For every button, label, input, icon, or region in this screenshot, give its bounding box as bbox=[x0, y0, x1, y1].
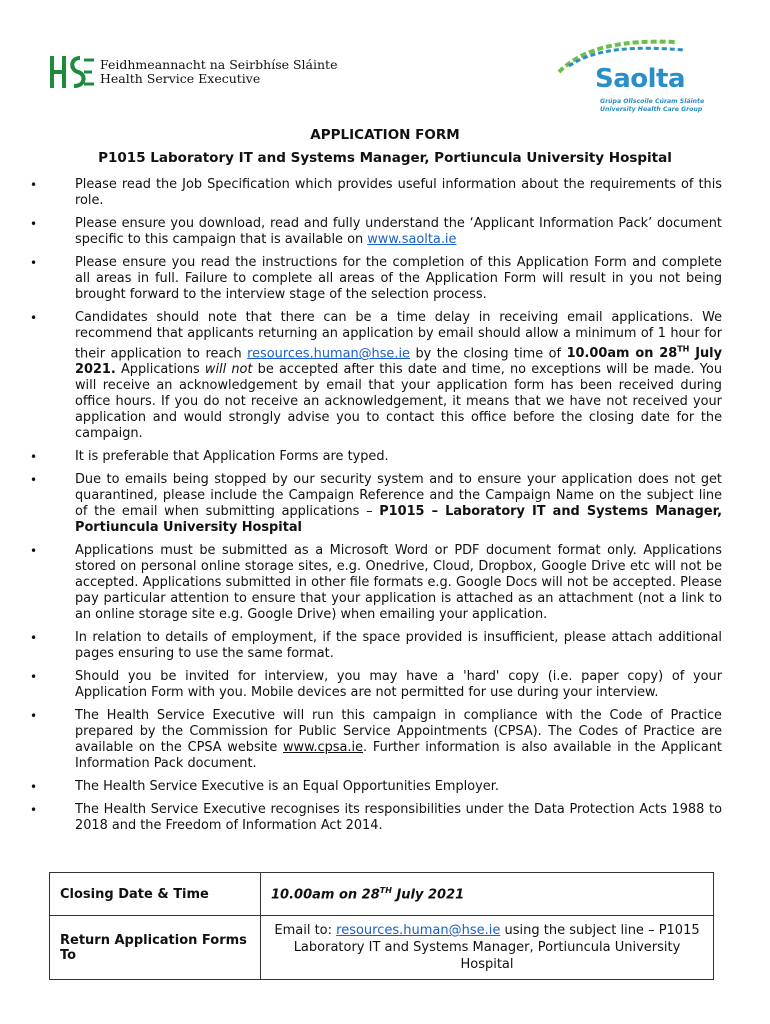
list-item: • The Health Service Executive will run this campaign in compliance with the Code of Practice prepared by the Commission for Public Service Appointments (CPSA). The Codes of Practice are available on the CPSA website www.cpsa.ie. Further information is also available in the Applicant Information Pack document. bbox=[30, 708, 722, 772]
list-item: • Due to emails being stopped by our security system and to ensure your application does not get quarantined, please include the Campaign Reference and the Campaign Name on the subject line of the email when submitting applications – P1015 – Laboratory IT and Systems Manager, Portiuncula University Hospital bbox=[30, 472, 722, 536]
list-item: • Applications must be submitted as a Microsoft Word or PDF document format only. Applications stored on personal online storage sites, e.g. Onedrive, Cloud, Dropbox, Google Drive etc will not be accepted. Applications submitted in other file formats e.g. Google Docs will not be accepted. Please pay particular attention to ensure that your application is attached as an attachment (not a link to an online storage site e.g. Google Drive) when emailing your application. bbox=[30, 543, 722, 623]
saolta-sub-irish: Grúpa Ollscoile Cúram Sláinte bbox=[600, 98, 705, 105]
hr-email-link[interactable]: resources.human@hse.ie bbox=[247, 346, 410, 362]
hse-logo-line2: Health Service Executive bbox=[100, 71, 261, 86]
table-row bbox=[50, 916, 714, 980]
hse-logo-icon bbox=[48, 52, 96, 92]
list-item: • Should you be invited for interview, you may have a 'hard' copy (i.e. paper copy) of your Application Form with you. Mobile devices are not permitted for use during your interview. bbox=[30, 669, 722, 701]
return-forms-label: Return Application Forms To bbox=[50, 916, 261, 980]
list-item: • It is preferable that Application Forms are typed. bbox=[30, 449, 722, 465]
table-row bbox=[50, 873, 714, 916]
form-title: APPLICATION FORM bbox=[310, 127, 460, 143]
return-forms-value: Email to: resources.human@hse.ie using the subject line – P1015 Laboratory IT and Systems Manager, Portiuncula University Hospital bbox=[261, 916, 714, 980]
list-item: • Please ensure you download, read and fully understand the ‘Applicant Information Pack’ document specific to this campaign that is available on www.saolta.ie bbox=[30, 216, 722, 248]
closing-date-value: 10.00am on 28TH July 2021 bbox=[261, 873, 714, 916]
return-email-link[interactable]: resources.human@hse.ie bbox=[336, 923, 501, 938]
instructions-list bbox=[30, 177, 722, 841]
saolta-logo bbox=[555, 36, 710, 116]
saolta-wordmark: Saolta bbox=[595, 64, 686, 94]
closing-info-table bbox=[49, 872, 714, 980]
list-item: • The Health Service Executive recognises its responsibilities under the Data Protection Acts 1988 to 2018 and the Freedom of Information Act 2014. bbox=[30, 802, 722, 834]
list-item: • The Health Service Executive is an Equal Opportunities Employer. bbox=[30, 779, 722, 795]
form-subtitle: P1015 Laboratory IT and Systems Manager, Portiuncula University Hospital bbox=[98, 150, 672, 166]
saolta-subtitle bbox=[600, 98, 704, 113]
saolta-sub-english: University Health Care Group bbox=[600, 105, 703, 113]
list-item: • In relation to details of employment, if the space provided is insufficient, please attach additional pages ensuring to use the same format. bbox=[30, 630, 722, 662]
hse-logo-line1: Feidhmeannacht na Seirbhíse Sláinte bbox=[100, 57, 338, 72]
list-item: • Candidates should note that there can be a time delay in receiving email applications. We recommend that applicants returning an application by email should allow a minimum of 1 hour for their application to reach resources.human@hse.ie by the closing time of 10.00am on 28TH July 2021. Applications will not be accepted after this date and time, no exceptions will be made. You will receive an acknowledgement by email that your application form has been received during office hours. If you do not receive an acknowledgement, it means that we have not received your application and would strongly advise you to contact this office before the closing date for the campaign. bbox=[30, 310, 722, 442]
saolta-website-link[interactable]: www.saolta.ie bbox=[367, 232, 457, 247]
list-item: • Please read the Job Specification which provides useful information about the requirements of this role. bbox=[30, 177, 722, 209]
list-item: • Please ensure you read the instructions for the completion of this Application Form and complete all areas in full. Failure to complete all areas of the Application Form will result in you not being brought forward to the interview stage of the selection process. bbox=[30, 255, 722, 303]
closing-date-label: Closing Date & Time bbox=[50, 873, 261, 916]
cpsa-website-link[interactable]: www.cpsa.ie bbox=[282, 740, 364, 756]
hse-logo bbox=[48, 52, 337, 92]
